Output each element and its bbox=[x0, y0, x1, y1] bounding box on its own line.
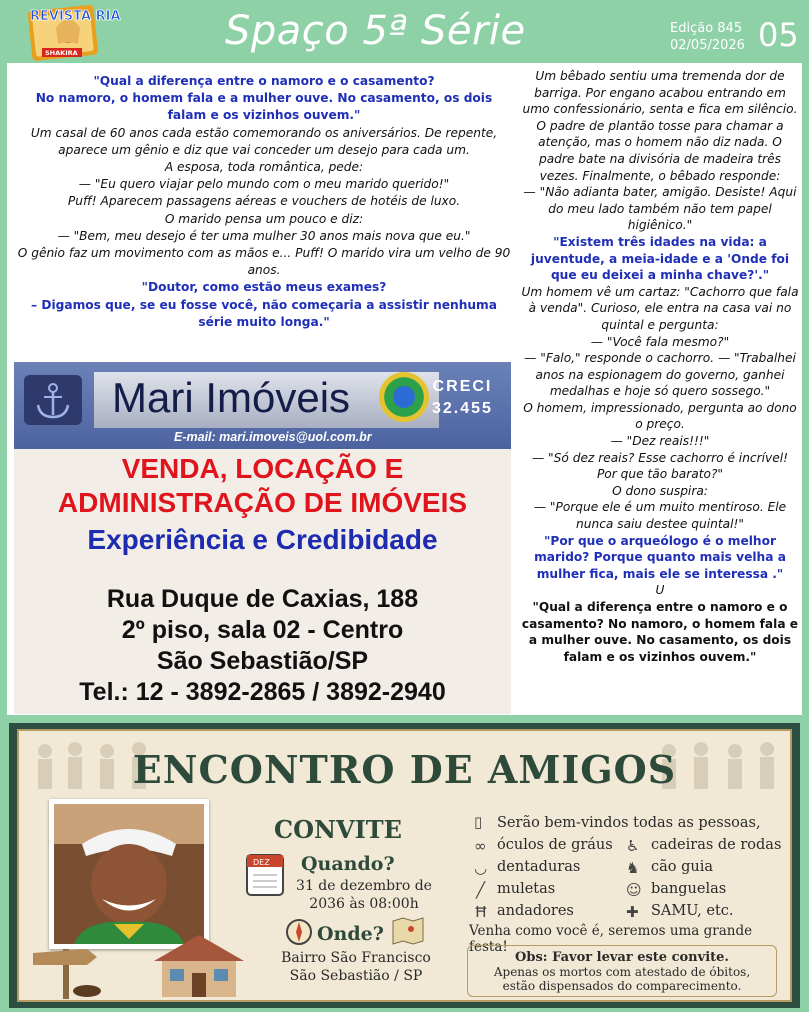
map-icon bbox=[391, 917, 425, 945]
wheelchair-icon: ♿ bbox=[626, 837, 640, 855]
ad-headline-2: ADMINISTRAÇÃO DE IMÓVEIS bbox=[57, 487, 468, 518]
ad-address-2: 2º piso, sala 02 - Centro bbox=[121, 616, 404, 644]
house-icon bbox=[144, 931, 254, 999]
ad-tagline: Experiência e Credibidade bbox=[87, 524, 438, 555]
creci-number: 32.455 bbox=[432, 400, 493, 417]
left-jokes-column bbox=[16, 73, 512, 331]
glasses-icon: ∞ bbox=[474, 837, 487, 855]
joke-paragraph: — "Só dez reais? Esse cachorro é incrível! Por que tão barato?" bbox=[531, 450, 789, 482]
guest-item: dentaduras bbox=[497, 859, 581, 875]
dentures-icon: ◡ bbox=[474, 859, 488, 877]
invitation-note-box bbox=[467, 945, 777, 997]
note-title: Obs: Favor levar este convite. bbox=[515, 950, 729, 965]
edition-date: 02/05/2026 bbox=[670, 38, 745, 53]
joke-paragraph: "Existem três idades na vida: a juventude, a meia-idade e a 'Onde foi que eu deixei a minha chave?'." bbox=[530, 234, 790, 283]
joke-paragraph: A esposa, toda romântica, pede: bbox=[164, 160, 364, 175]
creci-label: CRECI bbox=[432, 378, 493, 395]
right-jokes-column bbox=[521, 68, 799, 665]
page-header bbox=[0, 0, 809, 62]
door-icon: ▯ bbox=[474, 813, 483, 831]
joke-paragraph: "Doutor, como estão meus exames? bbox=[141, 280, 387, 295]
invitation-title: ENCONTRO DE AMIGOS bbox=[132, 747, 677, 792]
ad-email: E-mail: mari.imoveis@uol.com.br bbox=[174, 430, 372, 444]
joke-paragraph: — "Eu quero viajar pelo mundo com o meu marido querido!" bbox=[78, 177, 450, 192]
ambulance-icon: ✚ bbox=[626, 903, 639, 921]
page-number: 05 bbox=[758, 16, 799, 54]
joke-paragraph: Um casal de 60 anos cada estão comemorando os aniversários. De repente, aparece um gênio e diz que vai conceder um desejo para cada um. bbox=[30, 125, 498, 157]
welcome-text: Serão bem-vindos todas as pessoas, bbox=[497, 815, 761, 831]
edition-number: Edição 845 bbox=[670, 21, 743, 36]
joke-paragraph: "Qual a diferença entre o namoro e o casamento? bbox=[93, 74, 435, 88]
invitation-slogan: Venha como você é, seremos uma grande festa! bbox=[469, 923, 753, 955]
joke-paragraph: Um homem vê um cartaz: "Cachorro que fala à venda". Curioso, ele entra na casa vai no quintal e pergunta: bbox=[521, 284, 799, 332]
anchor-icon bbox=[24, 375, 82, 425]
svg-text:SHAKIRA: SHAKIRA bbox=[45, 49, 78, 57]
guest-item: óculos de gráus bbox=[497, 837, 613, 853]
ad-address-3: São Sebastião/SP bbox=[156, 647, 369, 675]
ad-header-bar bbox=[14, 362, 511, 449]
joke-paragraph: — "Dez reais!!!" bbox=[610, 434, 710, 449]
real-estate-ad bbox=[14, 362, 511, 714]
joke-paragraph: O marido pensa um pouco e diz: bbox=[164, 211, 364, 226]
guest-item: andadores bbox=[497, 903, 574, 919]
joke-paragraph: "Qual a diferença entre o namoro e o casamento? No namoro, o homem fala e a mulher ouve. No casamento, os dois falam e os vizinhos ouvem." bbox=[521, 600, 799, 664]
joke-paragraph: O padre de plantão tosse para chamar a atenção, mas o homem não diz nada. O padre bate na divisória de madeira três vezes. Finalmente, o bêbado responde: bbox=[536, 118, 784, 183]
guest-item: banguelas bbox=[651, 881, 727, 897]
joke-paragraph: U bbox=[655, 583, 665, 598]
ad-address-1: Rua Duque de Caxias, 188 bbox=[106, 585, 419, 613]
note-line-1: Apenas os mortos com atestado de óbitos, bbox=[493, 965, 751, 979]
smiley-icon: ☺ bbox=[626, 881, 642, 899]
joke-paragraph: — "Porque ele é um muito mentiroso. Ele nunca saiu destee quintal!" bbox=[533, 500, 787, 532]
event-place-line-2: São Sebastião / SP bbox=[289, 968, 423, 984]
guest-item: SAMU, etc. bbox=[651, 903, 734, 919]
joke-paragraph: — "Você fala mesmo?" bbox=[590, 334, 730, 349]
joke-paragraph: O dono suspira: bbox=[612, 483, 708, 498]
guest-item: cadeiras de rodas bbox=[651, 837, 782, 853]
joke-paragraph: – Digamos que, se eu fosse você, não começaria a assistir nenhuma série muito longa." bbox=[31, 297, 497, 329]
event-date-line-2: 2036 às 08:00h bbox=[309, 896, 419, 912]
ad-brand-name: Mari Imóveis bbox=[112, 374, 351, 421]
compass-icon bbox=[284, 917, 314, 947]
event-date bbox=[289, 877, 439, 913]
guest-item: cão guia bbox=[651, 859, 714, 875]
joke-paragraph: O gênio faz um movimento com as mãos e... Puff! O marido vira um velho de 90 anos. bbox=[17, 246, 511, 278]
event-place bbox=[251, 949, 461, 985]
creci-badge bbox=[432, 376, 493, 420]
host-portrait-image bbox=[54, 804, 204, 944]
guest-item: muletas bbox=[497, 881, 556, 897]
calendar-icon bbox=[245, 849, 285, 899]
when-label: Quando? bbox=[301, 853, 395, 875]
svg-text:DEZ: DEZ bbox=[253, 858, 270, 867]
joke-paragraph: No namoro, o homem fala e a mulher ouve. No casamento, os dois falam e os vizinhos ouvem." bbox=[35, 91, 493, 123]
convite-heading: CONVITE bbox=[274, 815, 402, 844]
edition-info bbox=[670, 20, 745, 54]
joke-paragraph: "Por que o arqueólogo é o melhor marido? Porque quanto mais velha a mulher fica, mais ele se interessa ." bbox=[534, 533, 786, 581]
joke-paragraph: — "Falo," responde o cachorro. — "Trabalhei anos na espionagem do governo, ganhei medalhas e hoje só quero sossego." bbox=[524, 351, 796, 399]
guide-dog-icon: ♞ bbox=[626, 859, 640, 877]
content-sheet bbox=[7, 63, 802, 715]
joke-paragraph: Puff! Aparecem passagens aéreas e vouchers de hotéis de luxo. bbox=[67, 194, 461, 209]
magazine-logo bbox=[12, 4, 121, 60]
signpost-icon bbox=[27, 939, 107, 999]
note-line-2: estão dispensados do comparecimento. bbox=[502, 979, 742, 993]
crutch-icon: ╱ bbox=[476, 881, 486, 899]
host-photo bbox=[49, 799, 209, 949]
friends-meeting-invitation bbox=[9, 723, 800, 1008]
ad-headline-1: VENDA, LOCAÇÃO E bbox=[121, 453, 404, 484]
joke-paragraph: — "Não adianta bater, amigão. Desiste! Aqui do meu lado também não tem papel higiênico." bbox=[523, 185, 797, 233]
page-title: Spaço 5ª Série bbox=[225, 8, 526, 54]
ad-phone: Tel.: 12 - 3892-2865 / 3892-2940 bbox=[79, 678, 446, 706]
joke-paragraph: — "Bem, meu desejo é ter uma mulher 30 anos mais nova que eu." bbox=[57, 228, 471, 243]
invitation-card bbox=[17, 729, 792, 1002]
event-date-line-1: 31 de dezembro de bbox=[296, 878, 432, 894]
svg-text:REVISTA RIA: REVISTA RIA bbox=[30, 9, 121, 24]
joke-paragraph: O homem, impressionado, pergunta ao dono o preço. bbox=[523, 400, 797, 432]
where-label: Onde? bbox=[317, 923, 384, 945]
event-place-line-1: Bairro São Francisco bbox=[281, 950, 431, 966]
joke-paragraph: Um bêbado sentiu uma tremenda dor de barriga. Por engano acabou entrando em umo confessionário, senta e fica em silêncio. bbox=[522, 69, 798, 117]
walker-icon: Ħ bbox=[474, 903, 488, 921]
brazil-seal-icon bbox=[379, 372, 429, 422]
